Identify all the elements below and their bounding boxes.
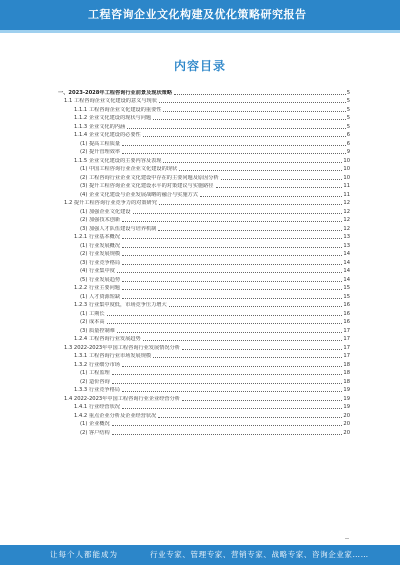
- header-stripe: [0, 30, 400, 33]
- toc-dot-leader: [200, 196, 342, 197]
- toc-entry-title: (1) 提高工程质量: [80, 140, 121, 147]
- toc-page-number: 17: [343, 353, 350, 359]
- toc-dot-leader: [163, 162, 342, 163]
- toc-entry-title: 一、2023-2028年工程咨询行业前景及现状策略: [58, 89, 173, 96]
- toc-entry-title: 1.1.5 企业文化建设的主要内容及表现: [74, 157, 162, 164]
- toc-page-number: 11: [343, 191, 350, 198]
- toc-dot-leader: [122, 366, 342, 367]
- toc-page-number: 12: [343, 200, 350, 206]
- toc-entry-title: (2) 行业发展规模: [80, 251, 121, 257]
- toc-dot-leader: [153, 119, 346, 120]
- toc-entry-title: (2) 提升管理效率: [80, 149, 121, 155]
- toc-entry[interactable]: [58, 292, 350, 301]
- toc-page-number: 18: [343, 361, 350, 368]
- toc-page-number: 14: [343, 268, 350, 274]
- toc-entry-title: (2) 加强技术创新: [80, 217, 121, 223]
- toc-entry[interactable]: [58, 386, 350, 395]
- toc-entry-title: (3) 质量控制难: [80, 327, 115, 334]
- table-of-contents: [58, 88, 350, 437]
- toc-dot-leader: [117, 332, 342, 333]
- toc-page-number: 6: [346, 140, 350, 147]
- toc-page-number: 16: [343, 319, 350, 325]
- toc-page-number: 5: [346, 123, 350, 130]
- toc-entry-title: (1) 企业概况: [80, 421, 110, 427]
- toc-entry[interactable]: [58, 224, 350, 233]
- toc-entry[interactable]: [58, 318, 350, 327]
- toc-page-number: 14: [343, 259, 350, 266]
- toc-entry-title: (2) 成本高: [80, 319, 105, 325]
- toc-entry[interactable]: [58, 207, 350, 216]
- toc-entry-title: 1.2.3 行业集中度低，市场竞争压力增大: [74, 302, 167, 308]
- toc-entry-title: 1.1.1 工程咨询企业文化建设的重要性: [74, 106, 162, 113]
- toc-entry[interactable]: [58, 190, 350, 199]
- toc-dot-leader: [182, 349, 342, 350]
- toc-page-number: 15: [343, 285, 350, 291]
- toc-page-number: 5: [346, 115, 350, 121]
- toc-page-number: 16: [343, 302, 350, 308]
- toc-entry[interactable]: [58, 369, 350, 378]
- toc-page-number: 5: [346, 98, 350, 104]
- toc-entry-title: 1.3.1 工程咨询行业市场发展规模: [74, 353, 152, 359]
- toc-entry-title: 1.1 工程咨询企业文化建设的意义与现状: [64, 98, 157, 104]
- toc-entry-title: (2) 工程咨询行业企业文化建设中存在的主要问题及原因分析: [80, 174, 219, 181]
- toc-entry-title: 1.1.3 企业文化的内涵: [74, 123, 126, 130]
- toc-entry-title: (3) 行业竞争格局: [80, 259, 121, 266]
- toc-entry-title: 1.3 2022-2023年中国工程咨询行业发展情况分析: [64, 344, 180, 351]
- toc-page-number: 12: [343, 217, 350, 223]
- toc-entry-title: 1.2.4 工程咨询行业发展趋势: [74, 336, 141, 342]
- toc-page-number: 14: [343, 251, 350, 257]
- toc-dot-leader: [158, 230, 342, 231]
- toc-entry[interactable]: [58, 403, 350, 412]
- toc-entry[interactable]: [58, 420, 350, 429]
- toc-entry[interactable]: [58, 233, 350, 242]
- toc-dot-leader: [122, 221, 342, 222]
- toc-entry[interactable]: [58, 88, 350, 97]
- toc-dot-leader: [216, 187, 343, 188]
- report-footer: [0, 545, 400, 565]
- toc-page-number: 15: [343, 293, 350, 300]
- toc-entry[interactable]: [58, 428, 350, 437]
- toc-entry[interactable]: [58, 326, 350, 335]
- toc-page-number: 17: [343, 336, 350, 342]
- toc-dot-leader: [159, 204, 342, 205]
- toc-entry[interactable]: [58, 309, 350, 318]
- toc-dot-leader: [107, 323, 343, 324]
- toc-page-number: 5: [346, 89, 350, 96]
- toc-entry-title: 1.1.2 企业文化建设的现状与问题: [74, 115, 152, 121]
- toc-entry-title: 1.4.1 行业经营状况: [74, 404, 120, 410]
- toc-dot-leader: [133, 213, 343, 214]
- toc-entry[interactable]: [58, 394, 350, 403]
- toc-dot-leader: [153, 357, 342, 358]
- toc-entry-title: (1) 中国工程咨询行业企业文化建设的现状: [80, 166, 178, 172]
- toc-entry-title: 1.4.2 重点企业分析及企业经营状况: [74, 412, 157, 419]
- toc-entry[interactable]: [58, 114, 350, 123]
- toc-entry[interactable]: [58, 267, 350, 276]
- toc-entry[interactable]: [58, 250, 350, 259]
- toc-page-number: 19: [343, 387, 350, 393]
- toc-entry[interactable]: [58, 105, 350, 114]
- toc-entry-title: (4) 企业文化建设与企业发展战略的融合与实施方式: [80, 191, 198, 198]
- toc-entry-title: (1) 加强企业文化建设: [80, 208, 131, 215]
- toc-entry-title: (1) 行业发展概况: [80, 242, 121, 249]
- toc-entry-title: (2) 造价咨询: [80, 378, 110, 385]
- toc-entry-title: (1) 人才资源短缺: [80, 293, 121, 300]
- toc-page-number: 13: [343, 242, 350, 249]
- toc-page-number: 11: [343, 183, 350, 189]
- toc-dot-leader: [158, 417, 342, 418]
- footer-roles: 行业专家、管理专家、营销专家、战略专家、咨询企业家……: [150, 550, 369, 559]
- toc-entry-title: 1.2.1 行业基本概况: [74, 234, 120, 240]
- toc-entry[interactable]: [58, 216, 350, 225]
- toc-entry-title: (1) 工期长: [80, 310, 105, 317]
- toc-entry-title: (3) 提升工程咨询企业文化建设水平的对策建议与实施路径: [80, 183, 214, 189]
- toc-entry[interactable]: [58, 139, 350, 148]
- toc-dot-leader: [112, 383, 343, 384]
- toc-entry-title: 1.4 2022-2023年中国工程咨询行业企业经营分析: [64, 395, 180, 402]
- toc-page-number: 13: [343, 234, 350, 240]
- toc-dot-leader: [163, 111, 345, 112]
- toc-entry-title: (2) 客户结构: [80, 429, 110, 436]
- toc-dot-leader: [112, 425, 343, 426]
- toc-entry[interactable]: [58, 335, 350, 344]
- toc-dot-leader: [169, 306, 343, 307]
- toc-entry-title: (4) 行业集中度: [80, 268, 115, 274]
- toc-page-number: 10: [343, 157, 350, 164]
- toc-dot-leader: [122, 255, 342, 256]
- toc-dot-leader: [179, 170, 342, 171]
- toc-dot-leader: [107, 315, 343, 316]
- toc-entry[interactable]: [58, 284, 350, 293]
- toc-page-number: 16: [343, 310, 350, 317]
- toc-dot-leader: [122, 238, 342, 239]
- toc-entry[interactable]: [58, 131, 350, 140]
- toc-page-number: 9: [346, 149, 350, 155]
- toc-dot-leader: [122, 247, 342, 248]
- toc-entry-title: 1.2 提升工程咨询行业竞争力的对策研究: [64, 200, 157, 206]
- toc-dot-leader: [182, 400, 342, 401]
- toc-dot-leader: [122, 298, 342, 299]
- toc-dot-leader: [143, 340, 343, 341]
- toc-entry-title: 1.2.2 行业主要问题: [74, 285, 120, 291]
- toc-page-number: 18: [343, 378, 350, 385]
- toc-dot-leader: [127, 128, 346, 129]
- toc-page-number: 12: [343, 225, 350, 232]
- toc-entry[interactable]: [58, 352, 350, 361]
- toc-entry[interactable]: [58, 156, 350, 165]
- toc-entry[interactable]: [58, 173, 350, 182]
- toc-page-number: 10: [343, 166, 350, 172]
- toc-page-number: 5: [346, 106, 350, 113]
- toc-dot-leader: [143, 136, 346, 137]
- toc-page-number: 20: [343, 412, 350, 419]
- toc-page-number: 19: [343, 395, 350, 402]
- toc-page-number: 20: [343, 421, 350, 427]
- toc-dot-leader: [122, 264, 342, 265]
- toc-page-number: 14: [343, 276, 350, 283]
- toc-entry[interactable]: [58, 182, 350, 191]
- toc-dot-leader: [112, 434, 343, 435]
- toc-page-number: 19: [343, 404, 350, 410]
- toc-entry[interactable]: [58, 199, 350, 208]
- toc-entry[interactable]: [58, 148, 350, 157]
- toc-page-number: 18: [343, 370, 350, 376]
- toc-entry[interactable]: [58, 377, 350, 386]
- toc-entry-title: (3) 加强人才队伍建设与培养机制: [80, 225, 157, 232]
- toc-dot-leader: [122, 145, 346, 146]
- toc-entry-title: 1.3.2 行业细分市场: [74, 361, 120, 368]
- toc-dot-leader: [174, 94, 346, 95]
- toc-entry[interactable]: [58, 122, 350, 131]
- toc-dot-leader: [122, 289, 342, 290]
- toc-page-number: 6: [346, 132, 350, 138]
- toc-entry-title: 1.1.4 企业文化建设的必要性: [74, 132, 141, 138]
- page-marker: [345, 538, 349, 539]
- report-header: [0, 0, 400, 30]
- toc-entry[interactable]: [58, 411, 350, 420]
- toc-entry[interactable]: [58, 301, 350, 310]
- toc-entry[interactable]: [58, 343, 350, 352]
- toc-dot-leader: [221, 179, 343, 180]
- toc-dot-leader: [112, 374, 343, 375]
- toc-dot-leader: [117, 272, 342, 273]
- toc-entry[interactable]: [58, 275, 350, 284]
- footer-lead: 让每个人都能成为: [50, 550, 118, 559]
- toc-heading: 内容目录: [173, 59, 226, 73]
- toc-page-number: 12: [343, 208, 350, 215]
- toc-entry[interactable]: [58, 360, 350, 369]
- toc-dot-leader: [122, 153, 346, 154]
- toc-entry-title: (5) 行业发展趋势: [80, 276, 121, 283]
- toc-entry[interactable]: [58, 97, 350, 106]
- toc-entry[interactable]: [58, 165, 350, 174]
- toc-entry[interactable]: [58, 258, 350, 267]
- toc-dot-leader: [122, 281, 342, 282]
- toc-page-number: 17: [343, 344, 350, 351]
- toc-entry-title: 1.3.3 行业竞争格局: [74, 387, 120, 393]
- report-title: 工程咨询企业文化构建及优化策略研究报告: [88, 8, 307, 21]
- toc-page-number: 17: [343, 327, 350, 334]
- toc-dot-leader: [122, 408, 342, 409]
- toc-entry[interactable]: [58, 241, 350, 250]
- toc-page-number: 20: [343, 429, 350, 436]
- toc-dot-leader: [122, 391, 342, 392]
- toc-page-number: 10: [343, 174, 350, 181]
- toc-entry-title: (1) 工程监理: [80, 370, 110, 376]
- toc-dot-leader: [159, 102, 346, 103]
